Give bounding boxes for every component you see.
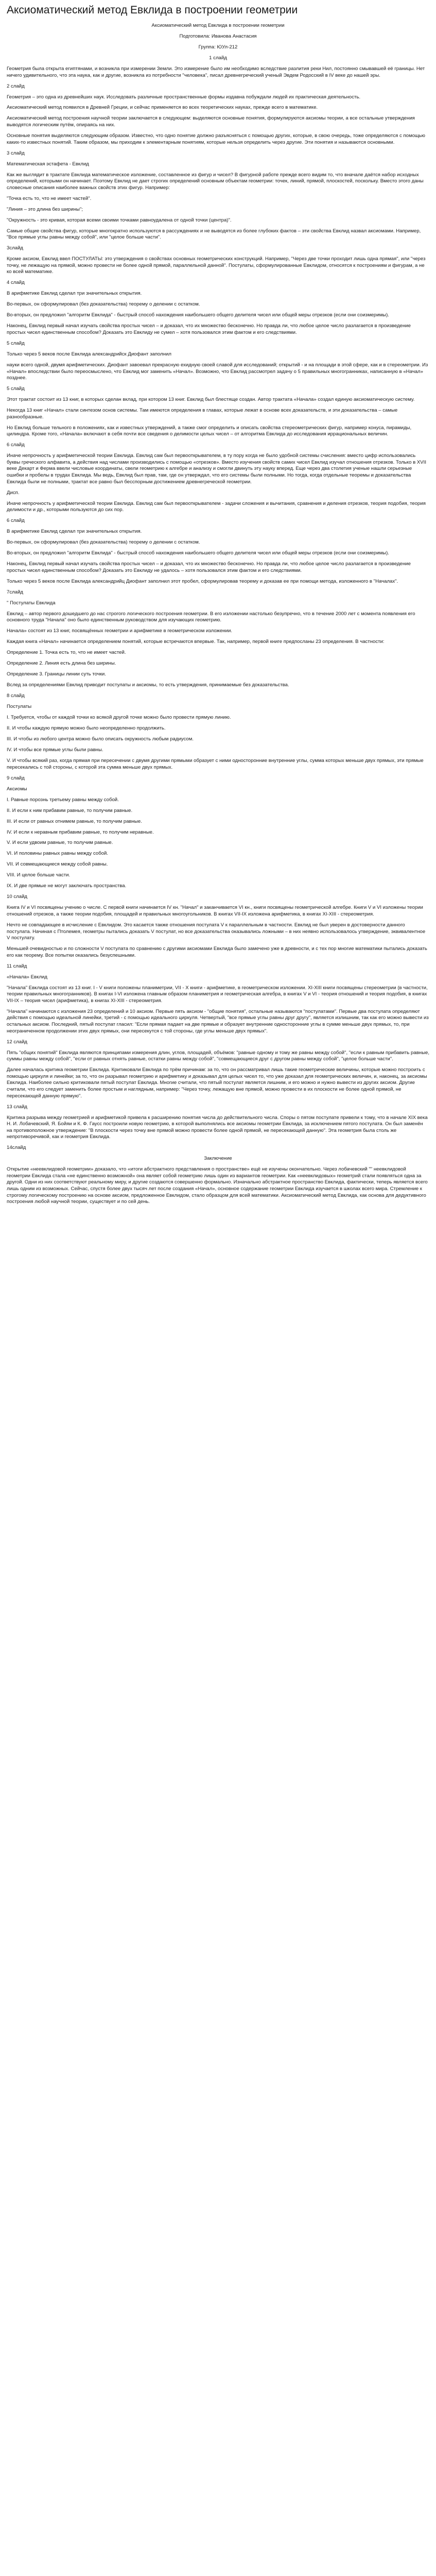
body-paragraph: 3слайд bbox=[7, 245, 24, 251]
document-title: Аксиоматический метод Евклида в построении геометрии bbox=[7, 4, 298, 16]
body-paragraph: III. И чтобы из любого центра можно было описать окружность любым радиусом. bbox=[7, 736, 194, 742]
body-paragraph: Во-вторых, он предложил "алгоритм Евклида" - быстрый способ нахождения наибольшего общего делителя чисел или общей меры отрезков (если они соизмеримы). bbox=[7, 312, 389, 318]
body-paragraph: Определение 3. Границы линии суть точки. bbox=[7, 671, 106, 677]
body-paragraph: Этот трактат состоит из 13 книг, в которых сделан вклад, при котором 13 книг. Евклид был блестяще создан. Автор трактата «Начала» создал единую аксиоматическую систему. bbox=[7, 397, 415, 403]
body-paragraph: Некогда 13 книг «Начал» стали синтезом основ системы. Там имеются определения в главах, которые лежат в основе всех доказательств, и эти доказательства – самые разнообразные. bbox=[7, 408, 398, 420]
body-paragraph: 10 слайд bbox=[7, 894, 28, 900]
body-paragraph: 12 слайд bbox=[7, 1039, 28, 1045]
body-paragraph: Определение 2. Линия есть длина без ширины. bbox=[7, 660, 116, 667]
body-paragraph: Во-вторых, он предложил "алгоритм Евклида" - быстрый способ нахождения наибольшего общего делителя чисел или общей меры отрезков (если они соизмеримы). bbox=[7, 550, 389, 556]
body-paragraph: 3 слайд bbox=[7, 150, 25, 156]
body-paragraph: II. И чтобы каждую прямую можно было неопределенно продолжить. bbox=[7, 725, 166, 732]
body-paragraph: I. Требуется, чтобы от каждой точки ко всякой другой точке можно было провести прямую линию. bbox=[7, 715, 231, 721]
body-paragraph: Меньшей очевидностью и по сложности V постулата по сравнению с другими аксиомами Евклида было замечено уже в древности, и с тех пор многие математики пытались доказать его как теорему. Все попытки оказались безуспешными. bbox=[7, 946, 427, 958]
body-paragraph: Только через 5 веков после Евклида александрийск Диофант заполнил bbox=[7, 351, 172, 357]
body-paragraph: науки всего одной, двумя арифметических. Диофант завоевал прекрасную ехидную своей славой для исследований; открытий - и на площади в этой сфере, как и в стереометрии. Из «Начал» впоследствии было переосмыслено, что Евклид мог заменить «Начал». Возможно, что Евклид рассмотрел задачу о 5 правильных многогранниках, написанную в «Начал» позднее. bbox=[7, 362, 428, 381]
body-paragraph: Геометрия была открыта египтянами, и возникла при измерении Земли. Это измерение было им необходимо вследствие разлития реки Нил, постоянно смывавшей её границы. Нет ничего удивительного, что эта наука, как и другие, возникла из потребности "человека", писал древнегреческий ученый Эвдем Родосский в IV веке до нашей эры. bbox=[7, 65, 425, 78]
body-paragraph: Наконец, Евклид первый начал изучать свойства простых чисел – и доказал, что их множество бесконечно. Но правда ли, что любое целое число разлагается в произведение простых чисел единственным способом? Доказать это Евклиду не удалось – хотя пользовался этим фактом и его следствиями. bbox=[7, 561, 411, 573]
body-paragraph: VIII. И целое больше части. bbox=[7, 872, 71, 878]
body-paragraph: Во-первых, он сформулировал (без доказательства) теорему о делении с остатком. bbox=[7, 539, 200, 546]
body-paragraph: Определение 1. Точка есть то, что не имеет частей. bbox=[7, 650, 126, 656]
body-paragraph: 14слайд bbox=[7, 1145, 26, 1151]
body-paragraph: I. Равные порознь третьему равны между собой. bbox=[7, 796, 119, 803]
body-paragraph: "Точка есть то, что не имеет частей". bbox=[7, 195, 92, 201]
body-paragraph: 2 слайд bbox=[7, 83, 25, 89]
body-paragraph: Наконец, Евклид первый начал изучать свойства простых чисел – и доказал, что их множество бесконечно. Но правда ли, что любое целое число разлагается в произведение простых чисел единственным способом? Доказать это Евклиду не сумел – хотя пользовался этим фактом и его следствиями. bbox=[7, 323, 411, 335]
body-paragraph: Постулаты bbox=[7, 704, 32, 710]
body-paragraph: 6 слайд bbox=[7, 518, 25, 524]
body-paragraph: Кроме аксиом, Евклид ввел ПОСТУЛАТЫ: это утверждения о свойствах основных геометрических конструкций. Например, "Через две точки проходит лишь одна прямая", или "через точку, не лежащую на прямой, можно провести не более одной прямой, параллельной данной". Постулаты, сформулированные Евклидом, относятся к построениям и фигурам, а не ко всей математике. bbox=[7, 256, 426, 275]
body-paragraph: «Начала» Евклид bbox=[7, 974, 48, 980]
body-paragraph: 7слайд bbox=[7, 589, 24, 595]
body-paragraph: 6 слайд bbox=[7, 442, 25, 448]
body-paragraph: Дисп. bbox=[7, 489, 20, 496]
body-paragraph: Книга IV и VI посвящены учению о числе. С первой книги начинается IV кн. "Начал" и заканчивается VI кн., книги посвящены геометрической алгебре. Книги V и VI изложены теории отношений отрезков, а также теории подобия, площадей и правильных многоугольников. В книгах VII-IX изложена арифметика, в книгах XI-XIII - стереометрия. bbox=[7, 905, 423, 917]
body-paragraph: Подготовила: Иванова Анастасия bbox=[179, 33, 257, 39]
body-paragraph: Нечто не совпадающее в исчисление с Евклидом. Это касается также отношения постулата V к параллельным в частности. Евклид не был уверен в достоверности данного постулата. Начиная с Птолемея, геометры пытались доказать V постулат, но все доказательства оказывались ложными – в них неявно использовалось утверждение, эквивалентное V постулату. bbox=[7, 922, 426, 941]
body-paragraph: Во-первых, он сформулировал (без доказательства) теорему о делении с остатком. bbox=[7, 301, 200, 308]
body-paragraph: Основные понятия выделяются следующим образом. Известно, что одно понятие должно разъясняться с помощью других, которые, в свою очередь, тоже определяются с помощью каких-то известных понятий. Таким образом, мы приходим к элементарным понятиям, которые нельзя определить через другие. Эти понятия и называются основными. bbox=[7, 133, 425, 145]
body-paragraph: В арифметике Евклид сделал три значительных открытия. bbox=[7, 291, 142, 297]
body-paragraph: 5 слайд bbox=[7, 340, 25, 346]
body-paragraph: Евклид – автор первого дошедшего до нас строгого логического построения геометрии. В его изложении настолько безупречно, что в течение 2000 лет с момента появления его основного труда "Начала" оно было единственным руководством для изучающих геометрию. bbox=[7, 611, 415, 623]
body-paragraph: "Окружность - это кривая, которая всеми своими точками равноудалена от одной точки (центра)". bbox=[7, 217, 232, 223]
body-paragraph: Аксиоматический метод построения научной теории заключается в следующем: выделяются основные понятия, формулируются аксиомы теории, а все остальные утверждения выводятся логическим путём, опираясь на них. bbox=[7, 115, 415, 128]
body-paragraph: IV. И если к неравным прибавим равные, то получим неравные. bbox=[7, 829, 154, 835]
body-paragraph: Далее началась критика геометрии Евклида. Критиковали Евклида по трём причинам: за то, что он рассматривал лишь такие геометрические величины, которые можно построить с помощью циркуля и линейки; за то, что он разрывал геометрию и арифметику и доказывал для целых чисел то, что уже доказал для геометрических величин, и, наконец, за аксиомы Евклида. Наиболее сильно критиковали пятый постулат Евклида. Многие считали, что пятый постулат является лишним, и его можно и нужно вывести из других аксиом. Другие считали, что его следует заменить более простым и наглядным, например: "Через точку, лежащую вне прямой, можно провести в их плоскости не более одной прямой, не пересекающей данную прямую". bbox=[7, 1067, 427, 1099]
body-paragraph: "Линия – это длина без ширины"; bbox=[7, 206, 83, 212]
body-paragraph: Только через 5 веков после Евклида александрийц Диофант заполнил этот пробел, сформулировав теорему и доказав ее при помощи метода, изложенного в "Началах". bbox=[7, 578, 398, 584]
body-paragraph: 1 слайд bbox=[209, 55, 227, 61]
body-paragraph: Аксиоматический метод появился в Древней Греции, и сейчас применяется во всех теоретических науках, прежде всего в математике. bbox=[7, 105, 318, 111]
body-paragraph: Группа: ЮУл-212 bbox=[198, 44, 238, 50]
body-paragraph: Аксиомы bbox=[7, 786, 27, 792]
body-paragraph: "Начала" начинаются с изложения 23 определений и 10 аксиом. Первые пять аксиом - "общие понятия", остальные называются "постулатами". Первые два постулата определяют действия с помощью идеальной линейки, третий - с помощью идеального циркуля. Четвертый, "все прямые углы равны друг другу", является излишним, так как его можно вывести из остальных аксиом. Последний, пятый постулат гласил: "Если прямая падает на две прямые и образует внутренние односторонние углы в сумме меньше двух прямых, то, при неограниченном продолжении этих двух прямых, они пересекутся с той стороны, где углы меньше двух прямых". bbox=[7, 1008, 429, 1034]
body-paragraph: Начала» состоят из 13 книг, посвящённых геометрии и арифметике в геометрическом изложении. bbox=[7, 628, 232, 634]
body-paragraph: 8 слайд bbox=[7, 693, 25, 699]
body-paragraph: Геометрия – это одна из древнейших наук. Исследовать различные пространственные формы издавна побуждали людей их практическая деятельность. bbox=[7, 94, 361, 100]
body-paragraph: Иначе непрочность у арифметической теории Евклида. Евклид сам был первооткрывателем - задачи сложения и вычитания, сравнения и деления отрезков, теория подобия, теория делимости и др., которыми пользуются до сих пор. bbox=[7, 500, 426, 513]
body-paragraph: Математическая эстафета - Евклид bbox=[7, 161, 89, 167]
body-paragraph: Заключение bbox=[204, 1156, 232, 1162]
body-paragraph: 9 слайд bbox=[7, 775, 25, 781]
body-paragraph: Открытие «неевклидовой геометрии» доказало, что «итоги абстрактного представления о пространстве» ещё не изучены окончательно. Через лобачевский "" неевклидовой геометрии Евклида стала «не единственно возможной» она являет собой геометрию лишь один из вариантов геометрии. Как «неевклидовых» геометрий стали появляться одна за другой. Одни из них соответствуют реальному миру, и другие создаются совершенно формально. Изначально абстрактное пространство Евклида, фактически, теперь является всего лишь одним из возможных. Сейчас, спустя более двух тысяч лет после создания «Начал», основное содержание геометрии Евклида изучается в школах всего мира. Стремление к строгому логическому построению на основе аксиом, предложенное Евклидом, стало образцом для всей математики. Аксиоматический метод Евклида, как основа для дедуктивного построения любой научной теории, существует и по сей день. bbox=[7, 1166, 428, 1205]
body-paragraph: V. И если удвоим равные, то получим равные. bbox=[7, 840, 113, 846]
document-body bbox=[7, 23, 429, 1206]
body-paragraph: Как же выглядит в трактате Евклида математическое изложение, составленное из фигур и чисел? В фигурной работе прежде всего видим то, что вначале даётся набор исходных определений, которыми он начинает. Поэтому Евклид не дает строгих определений основным объектам геометрии: точек, линий, прямой, плоскостей, поскольку. Вместо этого даны словесные описания наиболее важных свойств этих фигур. Например: bbox=[7, 172, 424, 191]
body-paragraph: 11 слайд bbox=[7, 963, 27, 969]
body-paragraph: IX. И две прямые не могут заключать пространства. bbox=[7, 883, 127, 889]
body-paragraph: Критика разрыва между геометрией и арифметикой привела к расширению понятия числа до действительного числа. Споры о пятом постулате привели к тому, что в начале XIX века Н. И. Лобачевский, Я. Бойяи и К. Ф. Гаусс построили новую геометрию, в которой выполнялись все аксиомы геометрии Евклида, за исключением пятого постулата. Он был заменён на противоположное утверждение: "В плоскости через точку вне прямой можно провести более одной прямой, не пересекающей данную". Эта геометрия была столь же непротиворечивой, как и геометрия Евклида. bbox=[7, 1114, 428, 1140]
body-paragraph: II. И если к ним прибавим равные, то получим равные. bbox=[7, 807, 133, 814]
body-paragraph: Но Евклид больше тельного в положениях, как и известных утверждений, а также смог определить и описать свойства стереометрических фигур, например конуса, пирамиды, цилиндра. Кроме того, «Начала» включают в себя почти все сведения о делимости целых чисел – от алгоритма Евклида до исследования иррациональных величин. bbox=[7, 425, 412, 437]
body-paragraph: В арифметике Евклид сделал три значительных открытия. bbox=[7, 529, 142, 535]
body-paragraph: IV. И чтобы все прямые углы были равны. bbox=[7, 747, 103, 753]
body-paragraph: 4 слайд bbox=[7, 280, 25, 286]
body-paragraph: VII. И совмещающиеся между собой равны. bbox=[7, 861, 108, 868]
body-paragraph: Пять "общих понятий" Евклида являются принципами измерения длин, углов, площадей, объёмов: "равные одному и тому же равны между собой", "если к равным прибавить равные, суммы равны между собой", "если от равных отнять равные, остатки равны между собой", "совмещающиеся друг с другом равны между собой", "целое больше части". bbox=[7, 1049, 429, 1062]
body-paragraph: 5 слайд bbox=[7, 386, 25, 392]
body-paragraph: V. И чтобы всякий раз, когда прямая при пересечении с двумя другими прямыми образует с ними односторонние внутренние углы, сумма которых меньше двух прямых, эти прямые пересекались с той стороны, с которой эта сумма меньше двух прямых. bbox=[7, 758, 424, 770]
body-paragraph: Самые общие свойства фигур, которые многократно используются в рассуждениях и не выводятся из более глубоких фактов – эти свойства Евклид назвал аксиомами. Например, "Все прямые углы равны между собой", или "целое больше части". bbox=[7, 228, 421, 241]
body-paragraph: Аксиоматический метод Евклида в построении геометрии bbox=[151, 23, 285, 28]
body-paragraph: 13 слайд bbox=[7, 1104, 28, 1110]
body-paragraph: VI. И половины равных равны между собой. bbox=[7, 851, 109, 857]
body-paragraph: "Начала" Евклида состоят из 13 книг. I - V книги положены планиметрии, VII - X книги - арифметике, в геометрическом изложении. XI-XIII книги посвящены стереометрии (в частности, теории правильных многогранников). В книгах I-VI изложена главным образом планиметрия и геометрическая алгебра, в книгах V и VI - теория отношений и теория подобия, в книгах VII-IX – теория чисел (арифметика), в книгах XI-XIII - стереометрия. bbox=[7, 985, 428, 1004]
body-paragraph: " Постулаты Евклида bbox=[7, 600, 56, 606]
body-paragraph: Иначе непрочность у арифметической теории Евклида. Евклид сам был первооткрывателем, в ту пору когда не было удобной системы счисления: вместо цифр использовались буквы греческого алфавита, а действия над числами производились с помощью «отрезков». Вместо изучения свойств самих чисел Евклид изучал отношения отрезков. Только в XVII веке Декарт и Ферма ввели числовые координаты, свели геометрию к алгебре и анализу и смогли двинуть эту науку вперед. Еще через два столетия ученые нашли серьезные ошибки и пробелы в трудах Евклида. Мы ведь, Евклид был прав, там, где он утверждал, что его системы были полными. Но тогда, когда отдельные теоремы и доказательства Евклида были не полными, трактат все равно был бесспорным достижением древнегреческой геометрии. bbox=[7, 453, 426, 485]
body-paragraph: III. И если от равных отнимем равные, то получим равные. bbox=[7, 818, 142, 824]
body-paragraph: Вслед за определениями Евклид приводит постулаты и аксиомы, то есть утверждения, принимаемые без доказательства. bbox=[7, 682, 289, 688]
body-paragraph: Каждая книга «Начал» начинается определением понятий, которые встречаются впервые. Так, например, первой книге предпосланы 23 определения. В частности: bbox=[7, 639, 385, 645]
